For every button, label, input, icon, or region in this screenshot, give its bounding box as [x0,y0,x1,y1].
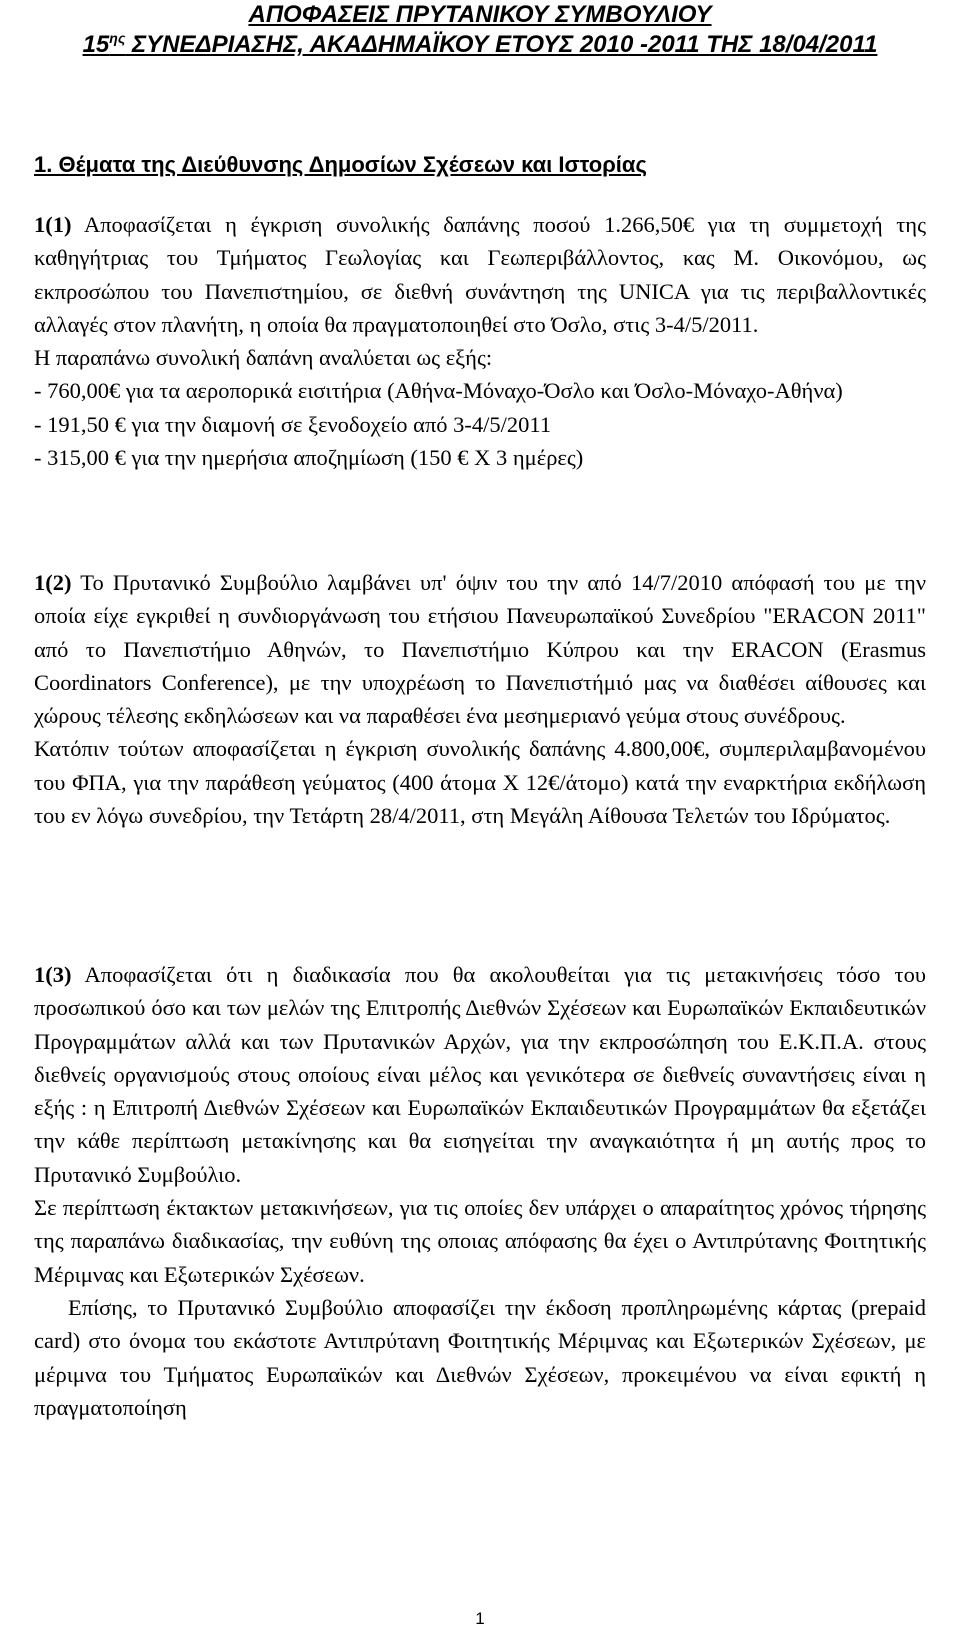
section-title: 1. Θέματα της Διεύθυνσης Δημοσίων Σχέσεων και Ιστορίας [34,152,647,177]
decision-number: 1(2) [34,570,72,595]
session-ordinal-suffix: ης [109,30,126,46]
header-line-2-text: ΣΥΝΕΔΡΙΑΣΗΣ, ΑΚΑΔΗΜΑΪΚΟΥ ΕΤΟΥΣ 2010 -2011 ΤΗΣ 18/04/2011 [125,31,878,58]
decision-1-1-paragraph [34,208,926,341]
session-number: 15 [82,31,110,58]
page-number: 1 [475,1609,485,1628]
decision-1-3-exceptional: Σε περίπτωση έκτακτων μετακινήσεων, για τις οποίες δεν υπάρχει ο απαραίτητος χρόνος τήρησης της παραπάνω διαδικασίας, την ευθύνη της οποιας απόφασης θα έχει ο Αντιπρύτανης Φοιτητικής Μέριμνας και Εξωτερικών Σχέσεων. [34,1195,926,1287]
decision-1-3-paragraph [34,958,926,1191]
breakdown-item-1: - 760,00€ για τα αεροπορικά εισιτήρια (Αθήνα-Μόναχο-Όσλο και Όσλο-Μόναχο-Αθήνα) [34,378,843,404]
breakdown-item-2: - 191,50 € για την διαμονή σε ξενοδοχείο από 3-4/5/2011 [34,411,552,437]
decision-1-3-prepaid-card: Επίσης, το Πρυτανικό Συμβούλιο αποφασίζει την έκδοση προπληρωμένης κάρτας (prepaid card) στο όνομα του εκάστοτε Αντιπρύτανη Φοιτητικής Μέριμνας και Εξωτερικών Σχέσεων, με μέριμνα του Τμήματος Ευρωπαϊκών και Διεθνών Σχέσεων, προκειμένου να είναι εφικτή η πραγματοποίηση [34,1294,926,1420]
decision-text: Αποφασίζεται ότι η διαδικασία που θα ακολουθείται για τις μετακινήσεις τόσο του προσωπικού όσο και των μελών της Επιτροπής Διεθνών Σχέσεων και Ευρωπαϊκών Εκπαιδευτικών Προγραμμάτων αλλά και των Πρυτανικών Αρχών, για την εκπροσώπηση του Ε.Κ.Π.Α. στους διεθνείς οργανισμούς στους οποίους είναι μέλος και γενικότερα σε διεθνείς συναντήσεις είναι η εξής : η Επιτροπή Διεθνών Σχέσεων και Ευρωπαϊκών Εκπαιδευτικών Προγραμμάτων θα εξετάζει την κάθε περίπτωση μετακίνησης και θα εισηγείται την αναγκαιότητα ή μη αυτής προς το Πρυτανικό Συμβούλιο. [34,962,926,1187]
breakdown-item-3: - 315,00 € για την ημερήσια αποζημίωση (150 € Χ 3 ημέρες) [34,445,584,471]
header-line-2 [0,30,960,60]
decision-text: Το Πρυτανικό Συμβούλιο λαμβάνει υπ' όψιν του την από 14/7/2010 απόφασή του με την οποία είχε εγκριθεί η συνδιοργάνωση του ετήσιου Πανευρωπαϊκού Συνεδρίου "ERACON 2011" από το Πανεπιστήμιο Αθηνών, το Πανεπιστήμιο Κύπρου και την ERACON (Erasmus Coordinators Conference), με την υποχρέωση το Πανεπιστήμιό μας να διαθέσει αίθουσες και χώρους τέλεσης εκδηλώσεων και να παραθέσει ένα μεσημεριανό γεύμα στους συνέδρους. [34,570,926,729]
breakdown-intro: Η παραπάνω συνολική δαπάνη αναλύεται ως εξής: [34,345,493,371]
decision-text: Αποφασίζεται η έγκριση συνολικής δαπάνης ποσού 1.266,50€ για τη συμμετοχή της καθηγήτριας του Τμήματος Γεωλογίας και Γεωπεριβάλλοντος, κας Μ. Οικονόμου, ως εκπροσώπου του Πανεπιστημίου, σε διεθνή συνάντηση της UNICA για τις περιβαλλοντικές αλλαγές στον πλανήτη, η οποία θα πραγματοποιηθεί στο Όσλο, στις 3-4/5/2011. [34,212,926,337]
decision-1-2-approval: Κατόπιν τούτων αποφασίζεται η έγκριση συνολικής δαπάνης 4.800,00€, συμπεριλαμβανομένου του ΦΠΑ, για την παράθεση γεύματος (400 άτομα Χ 12€/άτομο) κατά την εναρκτήρια εκδήλωση του εν λόγω συνεδρίου, την Τετάρτη 28/4/2011, στη Μεγάλη Αίθουσα Τελετών του Ιδρύματος. [34,736,926,829]
decision-1-3 [34,958,926,1424]
decision-1-2-paragraph [34,566,926,732]
decision-1-2 [34,566,926,832]
header-line-1: ΑΠΟΦΑΣΕΙΣ ΠΡΥΤΑΝΙΚΟΥ ΣΥΜΒΟΥΛΙΟΥ [248,1,712,28]
decision-1-1 [34,208,926,474]
decision-number: 1(1) [34,212,72,237]
decision-number: 1(3) [34,962,72,987]
